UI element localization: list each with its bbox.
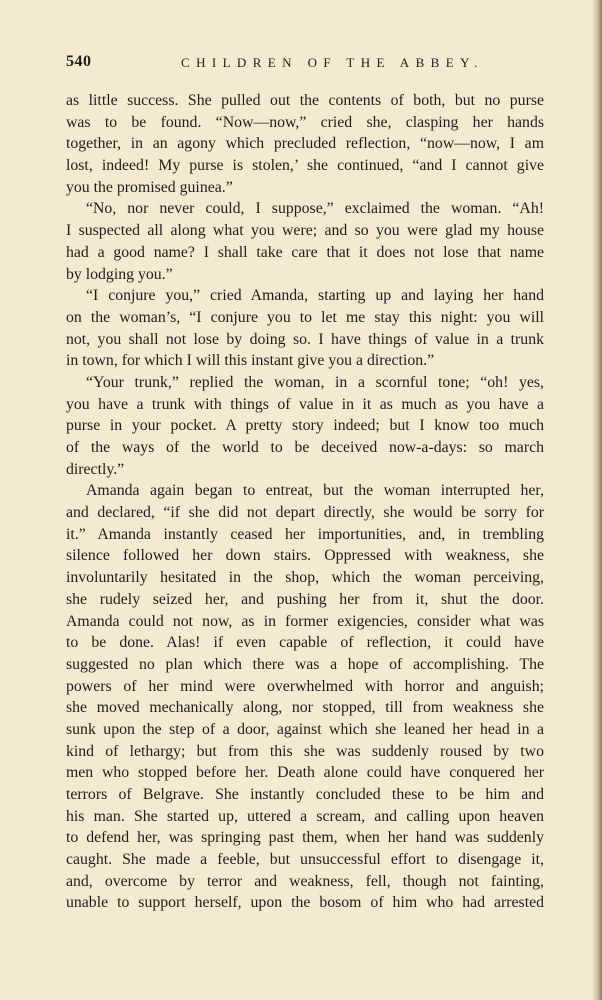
- text-line: lost, indeed! My purse is stolen,’ she continued, “and I cannot give: [66, 157, 544, 175]
- text-line: of the ways of the world to be deceived now-a-days: so march: [66, 439, 544, 456]
- text-line: and, overcome by terror and weakness, fell, though not fainting,: [66, 872, 544, 890]
- text-line: it.” Amanda instantly ceased her importunities, and, in trembling: [66, 525, 544, 543]
- text-line: to be done. Alas! if even capable of reflection, it could have: [66, 634, 544, 652]
- text-line: unable to support herself, upon the bosom of him who had arrested: [66, 894, 544, 912]
- text-line: I suspected all along what you were; and so you were glad my house: [66, 222, 544, 240]
- text-line: “Your trunk,” replied the woman, in a scornful tone; “oh! yes,: [86, 373, 544, 391]
- text-line: she moved mechanically along, nor stopped, till from weakness she: [66, 699, 544, 717]
- text-line: directly.”: [66, 460, 125, 478]
- text-line: men who stopped before her. Death alone could have conquered her: [66, 764, 544, 782]
- text-line: was to be found. “Now—now,” cried she, clasping her hands: [66, 113, 544, 131]
- text-line: as little success. She pulled out the contents of both, but no purse: [66, 92, 544, 109]
- text-line: sunk upon the step of a door, against which she leaned her head in a: [66, 720, 544, 738]
- text-line: caught. She made a feeble, but unsuccessful effort to disengage it,: [66, 851, 544, 869]
- text-line: not, you shall not lose by doing so. I have things of value in a trunk: [66, 330, 544, 348]
- text-line: Amanda again began to entreat, but the woman interrupted her,: [86, 482, 544, 500]
- body-text: [66, 90, 544, 914]
- text-line: in town, for which I will this instant give you a direction.”: [66, 352, 435, 370]
- text-line: to defend her, was springing past them, when her hand was suddenly: [66, 829, 544, 847]
- page-header: [66, 53, 544, 73]
- text-line: you the promised guinea.”: [66, 178, 233, 196]
- page-number: 540: [66, 53, 92, 70]
- text-line: she rudely seized her, and pushing her from it, shut the door.: [66, 590, 544, 608]
- text-line: together, in an agony which precluded reflection, “now—now, I am: [66, 135, 544, 153]
- text-line: “I conjure you,” cried Amanda, starting up and laying her hand: [86, 287, 544, 305]
- text-line: purse in your pocket. A pretty story indeed; but I know too much: [66, 417, 544, 435]
- text-line: “No, nor never could, I suppose,” exclaimed the woman. “Ah!: [86, 200, 544, 218]
- text-line: his man. She started up, uttered a scream, and calling upon heaven: [66, 807, 544, 825]
- text-line: powers of her mind were overwhelmed with horror and anguish;: [66, 677, 544, 695]
- text-line: Amanda could not now, as in former exigencies, consider what was: [66, 612, 544, 630]
- text-line: had a good name? I shall take care that it does not lose that name: [66, 243, 544, 261]
- text-line: on the woman’s, “I conjure you to let me stay this night: you will: [66, 308, 544, 326]
- text-line: silence followed her down stairs. Oppressed with weakness, she: [66, 547, 544, 565]
- text-line: kind of lethargy; but from this she was suddenly roused by two: [66, 742, 544, 760]
- text-line: by lodging you.”: [66, 265, 173, 283]
- text-line: you have a trunk with things of value in it as much as you have a: [66, 395, 544, 413]
- text-line: involuntarily hesitated in the shop, which the woman perceiving,: [66, 569, 544, 587]
- text-line: terrors of Belgrave. She instantly concluded these to be him and: [66, 786, 544, 803]
- text-line: and declared, “if she did not depart directly, she would be sorry for: [66, 504, 544, 522]
- text-line: suggested no plan which there was a hope of accomplishing. The: [66, 655, 544, 673]
- running-title: CHILDREN OF THE ABBEY.: [181, 55, 484, 70]
